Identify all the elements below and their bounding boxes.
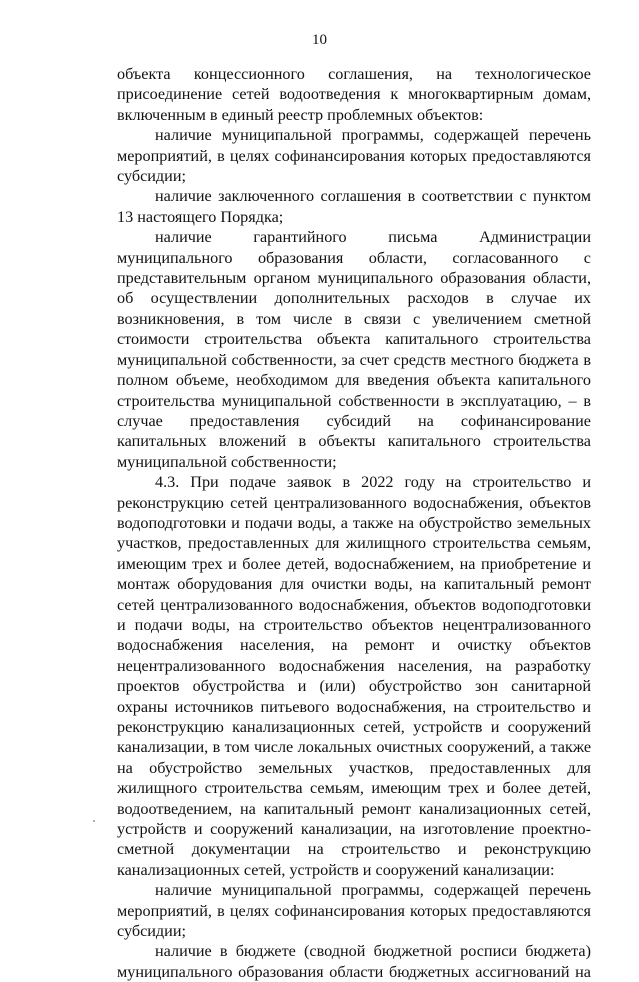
paragraph-guarantee-letter: наличие гарантийного письма Администрации муниципального образования области, согласованного с представительным органом муниципального образования области, об осуществлении дополнительных расходов в случае их возникновения, в том числе в связи с увеличением сметной стоимости строительства объекта капитального строительства муниципальной собственности, за счет средств местного бюджета в полном объеме, необходимом для введения объекта капитального строительства муниципальной собственности в эксплуатацию, – в случае предоставления субсидий на софинансирование капитальных вложений в объекты капитального строительства муниципальной собственности; <box>117 228 591 471</box>
paragraph-continuation: объекта концессионного соглашения, на технологическое присоединение сетей водоотведения к многоквартирным домам, включенным в единый реестр проблемных объектов: <box>117 65 591 124</box>
page-number: 10 <box>312 32 327 48</box>
paragraph-section-4-3: 4.3. При подаче заявок в 2022 году на строительство и реконструкцию сетей централизованного водоснабжения, объектов водоподготовки и подачи воды, а также на обустройство земельных участков, предоставленных для жилищного строительства семьям, имеющим трех и более детей, водоснабжением, на приобретение и монтаж оборудования для очистки воды, на капитальный ремонт сетей централизованного водоснабжения, объектов водоподготовки и подачи воды, на строительство объектов нецентрализованного водоснабжения населения, на ремонт и очистку объектов нецентрализованного водоснабжения населения, на разработку проектов обустройства и (или) обустройство зон санитарной охраны источников питьевого водоснабжения, на строительство и реконструкцию канализационных сетей, устройств и сооружений канализации, в том числе локальных очистных сооружений, а также на обустройство земельных участков, предоставленных для жилищного строительства семьям, имеющим трех и более детей, водоотведением, на капитальный ремонт канализационных сетей, устройств и сооружений канализации, на изготовление проектно-сметной документации на строительство и реконструкцию канализационных сетей, устройств и сооружений канализации: <box>117 473 591 879</box>
paragraph-budget-requirement: наличие в бюджете (сводной бюджетной росписи бюджета) муниципального образования области бюджетных ассигнований на <box>117 942 591 981</box>
document-body <box>117 64 591 982</box>
scan-artifact <box>93 820 95 822</box>
paragraph-program-requirement: наличие муниципальной программы, содержащей перечень мероприятий, в целях софинансирования которых предоставляются субсидии; <box>117 126 591 186</box>
paragraph-agreement-requirement: наличие заключенного соглашения в соответствии с пунктом 13 настоящего Порядка; <box>117 187 591 226</box>
paragraph-program-requirement-2: наличие муниципальной программы, содержащей перечень мероприятий, в целях софинансирования которых предоставляются субсидии; <box>117 881 591 941</box>
